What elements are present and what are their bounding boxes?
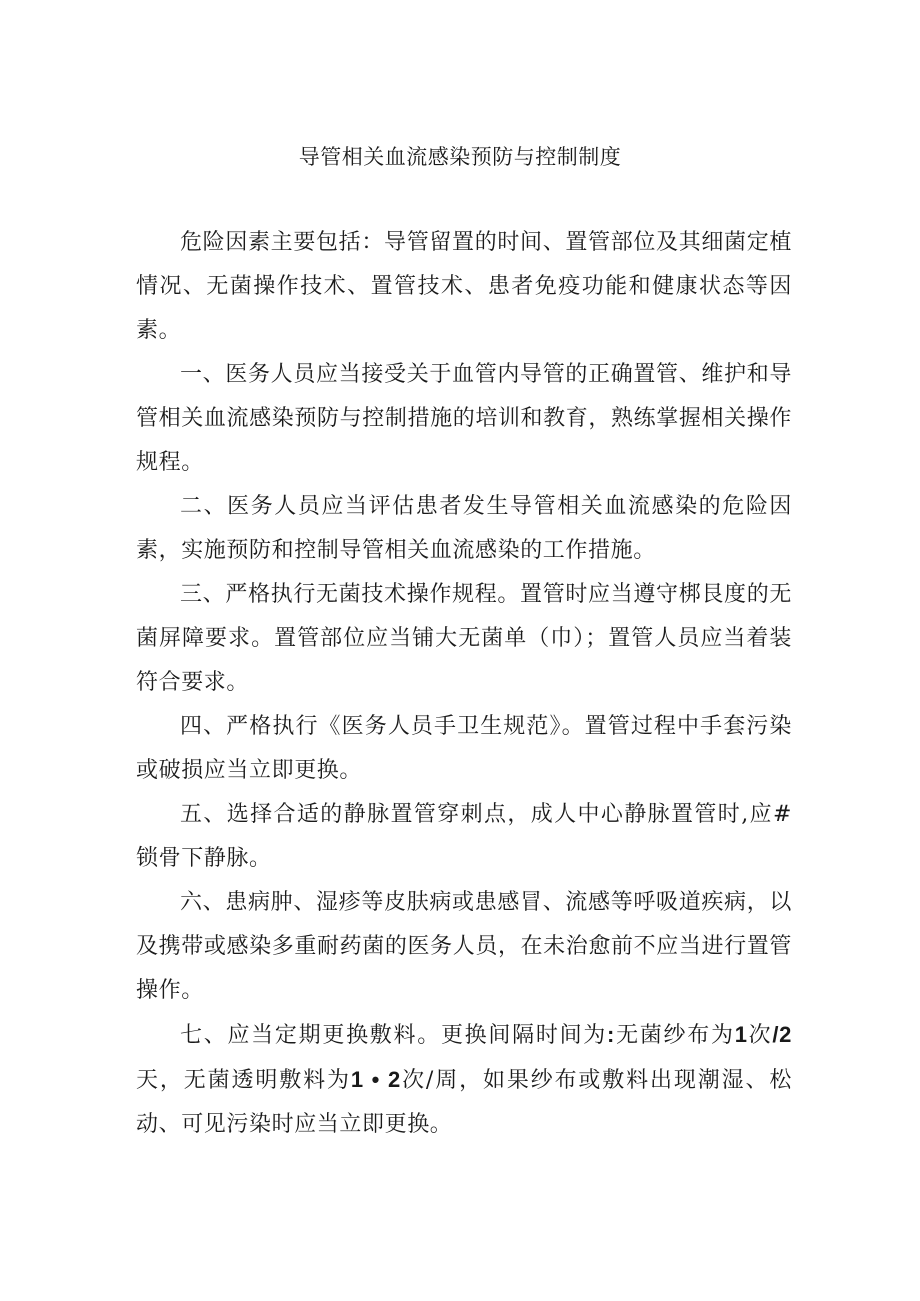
p7-number-4: 2	[387, 1067, 401, 1092]
p7-text-3: 次	[747, 1023, 773, 1048]
paragraph-item-6: 六、患病肿、湿疹等皮肤病或患感冒、流感等呼吸道疾病，以及携带或感染多重耐药菌的医务人员，在未治愈前不应当进行置管操作。	[136, 890, 792, 1003]
p7-text-4: 天，无菌透明敷料为	[136, 1068, 351, 1093]
paragraph-item-3: 三、严格执行无菌技术操作规程。置管时应当遵守梆艮度的无菌屏障要求。置管部位应当铺大无菌单（巾）；置管人员应当着装符合要求。	[136, 582, 792, 695]
p7-number-3: 1	[350, 1067, 364, 1092]
p7-text-5: 次/周，如果纱布或敷料出现潮湿、松动、可见污染时应当立即更换。	[136, 1068, 792, 1137]
paragraph-item-5: 五、选择合适的静脉置管穿刺点，成人中心静脉置管时,应#锁骨下静脉。	[136, 802, 792, 871]
p7-text-2: 无菌纱布为	[614, 1023, 735, 1048]
p7-colon: :	[607, 1022, 615, 1047]
paragraph-item-4: 四、严格执行《医务人员手卫生规范》。置管过程中手套污染或破损应当立即更换。	[136, 714, 792, 783]
p7-number-2: /2	[772, 1022, 792, 1047]
paragraph-item-1: 一、医务人员应当接受关于血管内导管的正确置管、维护和导管相关血流感染预防与控制措施的培训和教育，熟练掌握相关操作规程。	[136, 362, 792, 475]
document-title: 导管相关血流感染预防与控制制度	[298, 145, 622, 169]
paragraph-risk-factors: 危险因素主要包括：导管留置的时间、置管部位及其细菌定植情况、无菌操作技术、置管技术、患者免疫功能和健康状态等因素。	[136, 230, 792, 343]
p7-number-1: 1	[734, 1022, 748, 1047]
p7-text-1: 七、应当定期更换敷料。更换间隔时间为	[180, 1023, 608, 1048]
paragraph-item-7	[136, 1013, 792, 1147]
paragraph-item-2: 二、医务人员应当评估患者发生导管相关血流感染的危险因素，实施预防和控制导管相关血流感染的工作措施。	[136, 494, 792, 563]
p7-separator: •	[363, 1067, 388, 1092]
